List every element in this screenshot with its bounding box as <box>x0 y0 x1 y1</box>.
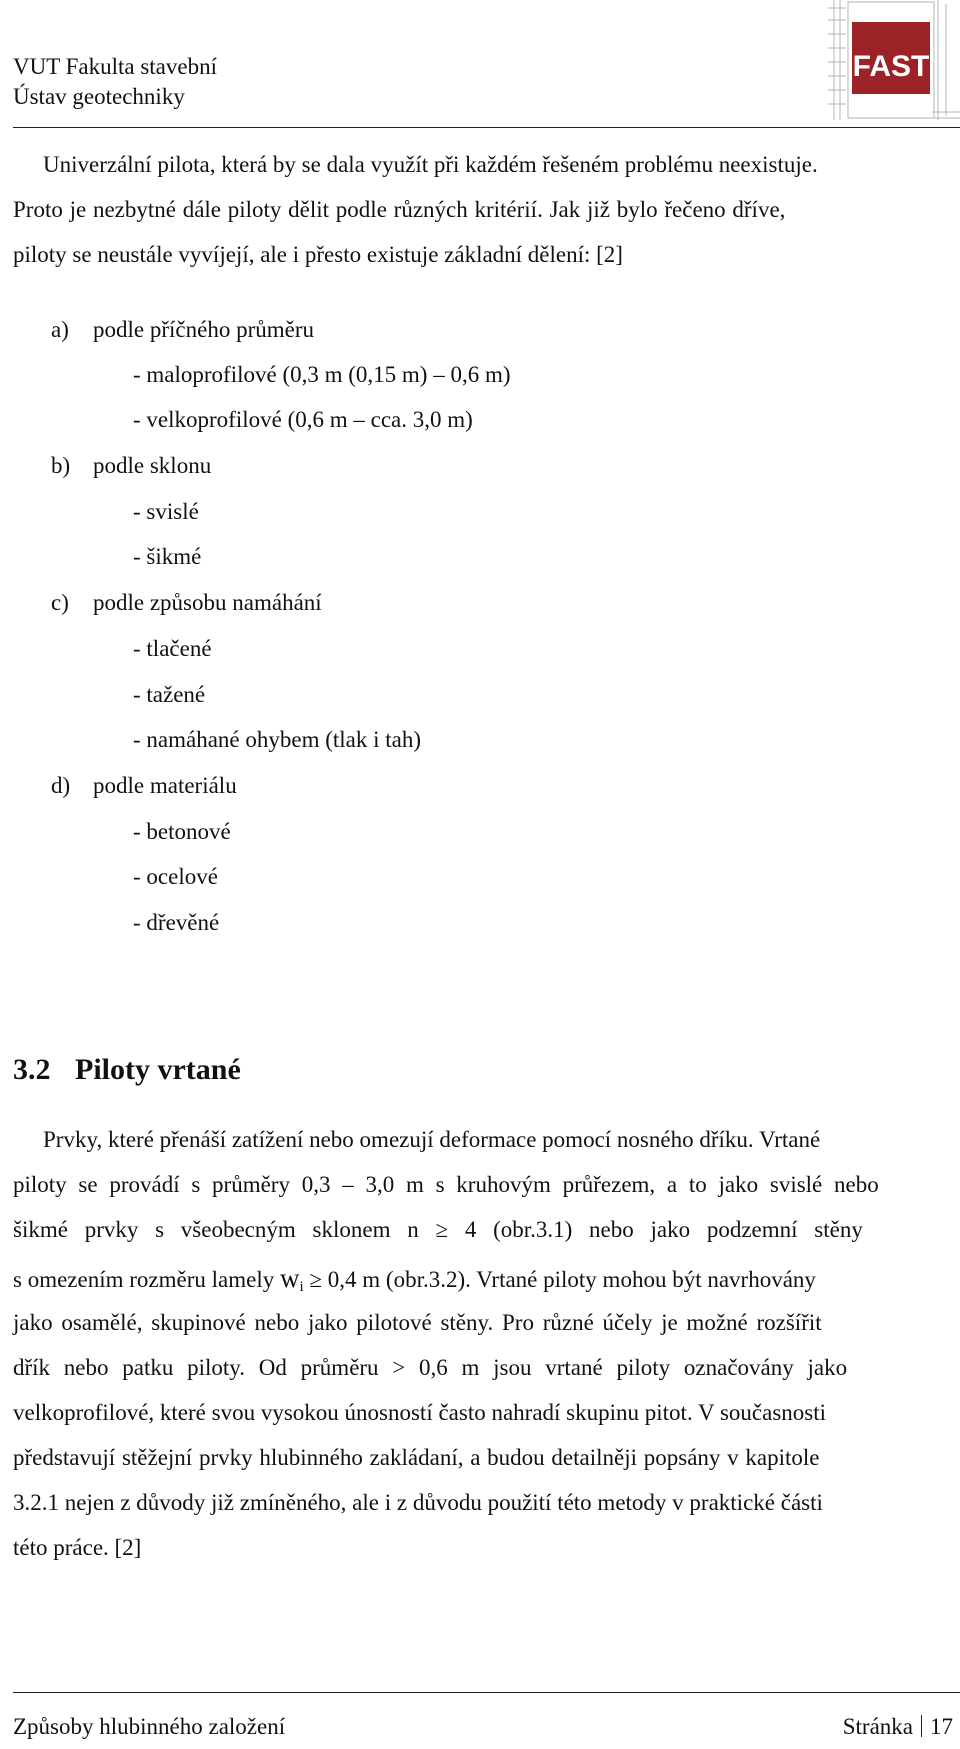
list-marker: c) <box>51 590 69 615</box>
page-number: 17 <box>930 1714 953 1739</box>
list-item-label: podle příčného průměru <box>93 317 314 342</box>
list-subitem: - ocelové <box>133 864 218 889</box>
intro-line: piloty se neustále vyvíjejí, ale i přesto existuje základní dělení: [2] <box>13 242 623 267</box>
list-marker: a) <box>51 317 69 342</box>
page-label: Stránka <box>842 1714 913 1739</box>
list-subitem: - šikmé <box>133 544 202 569</box>
footer-rule <box>13 1692 960 1693</box>
page-separator <box>921 1715 922 1737</box>
body-line: velkoprofilové, které svou vysokou únosností často nahradí skupinu pitot. V současnosti <box>13 1400 827 1425</box>
body-line: dřík nebo patku piloty. Od průměru > 0,6 m jsou vrtané piloty označovány jako <box>13 1355 848 1380</box>
list-marker: b) <box>51 453 71 478</box>
list-subitem: - tažené <box>133 682 206 707</box>
list-subitem: - maloprofilové (0,3 m (0,15 m) – 0,6 m) <box>133 362 511 387</box>
body-line: představují stěžejní prvky hlubinného zakládaní, a budou detailněji popsány v kapitole <box>13 1445 820 1470</box>
list-item-label: podle způsobu namáhání <box>93 590 322 615</box>
body-line: jako osamělé, skupinové nebo jako pilotové stěny. Pro různé účely je možné rozšířit <box>13 1310 822 1335</box>
list-subitem: - betonové <box>133 819 231 844</box>
list-subitem: - namáhané ohybem (tlak i tah) <box>133 727 422 752</box>
section-title: Piloty vrtané <box>75 1053 241 1086</box>
section-heading <box>13 1053 241 1087</box>
body-paragraph <box>13 1117 953 1570</box>
list-item-label: podle materiálu <box>93 773 237 798</box>
body-line: piloty se provádí s průměry 0,3 – 3,0 m s kruhovým průřezem, a to jako svislé nebo <box>13 1172 879 1197</box>
body-line: s omezením rozměru lamely $w_i \ge 0,4$ m (obr.3.2). Vrtané piloty mohou být navrhovány <box>13 1263 816 1295</box>
list-subitem: - svislé <box>133 499 199 524</box>
header-rule <box>13 127 960 128</box>
footer-title: Způsoby hlubinného založení <box>13 1714 286 1739</box>
intro-paragraph <box>13 142 953 277</box>
institution-name: VUT Fakulta stavební <box>13 54 217 79</box>
department-name: Ústav geotechniky <box>13 84 185 109</box>
page-number-block <box>843 1712 953 1742</box>
list-subitem: - velkoprofilové (0,6 m – cca. 3,0 m) <box>133 407 473 432</box>
fast-logo <box>828 0 960 122</box>
body-line: šikmé prvky s všeobecným sklonem n ≥ 4 (obr.3.1) nebo jako podzemní stěny <box>13 1217 863 1242</box>
list-subitem: - tlačené <box>133 636 212 661</box>
intro-line: Proto je nezbytné dále piloty dělit podle různých kritérií. Jak již bylo řečeno dříve, <box>13 197 786 222</box>
page-header <box>13 52 217 112</box>
section-number: 3.2 <box>13 1053 51 1086</box>
logo-text: FAST <box>852 50 930 83</box>
list-subitem: - dřevěné <box>133 910 220 935</box>
body-line: 3.2.1 nejen z důvody již zmíněného, ale i z důvodu použití této metody v praktické části <box>13 1490 823 1515</box>
list-marker: d) <box>51 773 71 798</box>
list-item-label: podle sklonu <box>93 453 212 478</box>
body-line: této práce. [2] <box>13 1535 142 1560</box>
body-line: Prvky, které přenáší zatížení nebo omezují deformace pomocí nosného dříku. Vrtané <box>43 1127 821 1152</box>
intro-line: Univerzální pilota, která by se dala využít při každém řešeném problému neexistuje. <box>43 152 818 177</box>
